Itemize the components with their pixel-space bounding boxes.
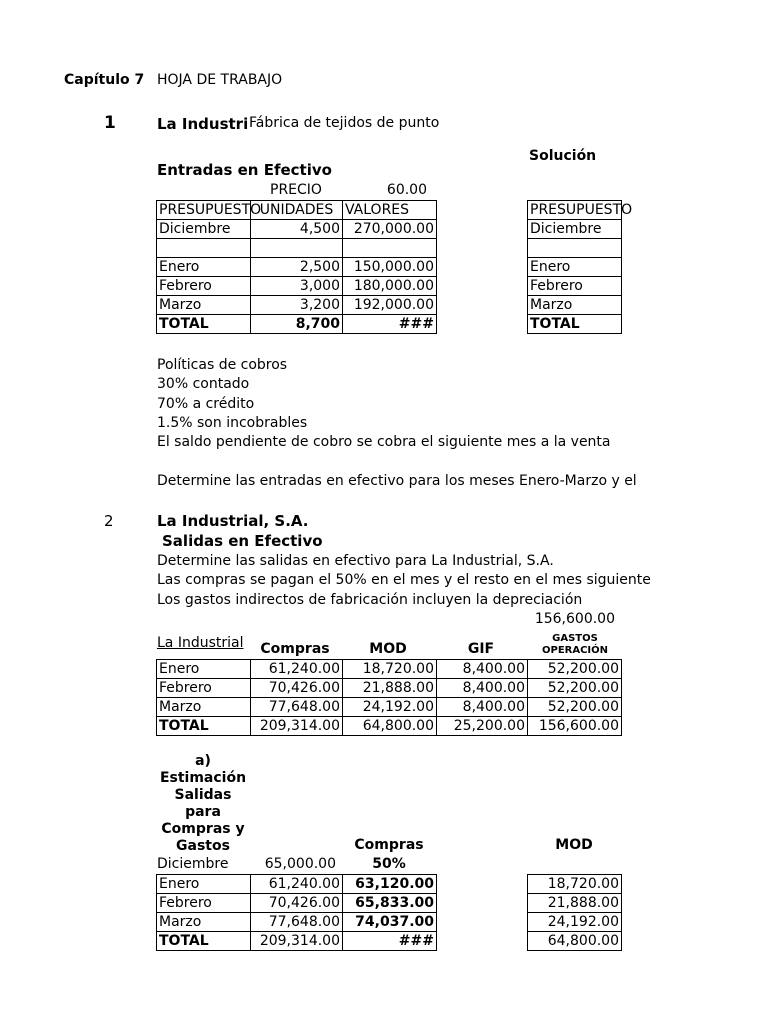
column-header-unidades: UNIDADES (251, 201, 343, 220)
exercise-1-instruction: Determine las entradas en efectivo para los meses Enero-Marzo y el (157, 473, 637, 489)
price-label: PRECIO (270, 182, 322, 198)
column-header-gastos: GASTOS (552, 633, 598, 644)
compras-cell: 77,648.00 (251, 698, 343, 717)
units-cell: 3,200 (251, 296, 343, 315)
mod-cell: 24,192.00 (528, 913, 622, 932)
total-label: TOTAL (157, 932, 251, 951)
units-cell: 3,000 (251, 277, 343, 296)
total-values: ### (343, 315, 437, 334)
worksheet-title: HOJA DE TRABAJO (157, 72, 283, 88)
row-label: Febrero (157, 679, 251, 698)
december-label: Diciembre (157, 856, 229, 872)
units-cell (251, 239, 343, 258)
cash-outflows-title: Salidas en Efectivo (162, 532, 323, 550)
collection-policies-title: Políticas de cobros (157, 357, 288, 373)
table-row (528, 894, 622, 913)
exercise-2-line: Los gastos indirectos de fabricación incluyen la depreciación (157, 592, 583, 608)
solution-cell (528, 239, 622, 258)
units-cell: 2,500 (251, 258, 343, 277)
column-header-mod: MOD (369, 641, 407, 657)
mod-cell: 24,192.00 (343, 698, 437, 717)
exercise-2-company: La Industrial, S.A. (157, 512, 309, 530)
solution-cell: Enero (528, 258, 622, 277)
table-row (157, 258, 437, 277)
policy-line: 1.5% son incobrables (157, 415, 308, 431)
gastos-cell: 52,200.00 (528, 660, 622, 679)
row-label: Marzo (157, 698, 251, 717)
price-value: 60.00 (386, 182, 427, 198)
table-header-row (157, 201, 437, 220)
exercise-number-2: 2 (104, 512, 114, 530)
estimate-heading-line: Gastos (176, 838, 230, 854)
total-label: TOTAL (157, 717, 251, 736)
row-label: Enero (157, 875, 251, 894)
depreciation-value: 156,600.00 (534, 611, 615, 627)
total-row (528, 932, 622, 951)
estimate-heading-line: Estimación (159, 770, 247, 786)
compras-cell: 70,426.00 (251, 679, 343, 698)
gif-cell: 8,400.00 (437, 698, 528, 717)
compras-cell: 61,240.00 (251, 660, 343, 679)
policy-line: El saldo pendiente de cobro se cobra el siguiente mes a la venta (157, 434, 611, 450)
total-units: 8,700 (251, 315, 343, 334)
estimate-heading-line: a) (195, 753, 211, 769)
december-value: 65,000.00 (264, 856, 336, 872)
solution-cell: Diciembre (528, 220, 622, 239)
table-row (528, 875, 622, 894)
solution-cell: PRESUPUESTO (528, 201, 622, 220)
exercise-number-1: 1 (104, 113, 116, 133)
table-row (157, 913, 437, 932)
table-row (157, 698, 622, 717)
table-row (528, 220, 622, 239)
chapter-label: Capítulo 7 (64, 72, 145, 88)
total-mod: 64,800.00 (343, 717, 437, 736)
table-row (157, 296, 437, 315)
table-row (157, 239, 437, 258)
exercise-2-line: Las compras se pagan el 50% en el mes y el resto en el mes siguiente (157, 572, 651, 588)
values-cell: 192,000.00 (343, 296, 437, 315)
total-gastos: 156,600.00 (528, 717, 622, 736)
mod-cell: 21,888.00 (343, 679, 437, 698)
table-row (528, 913, 622, 932)
percent-cell: 74,037.00 (343, 913, 437, 932)
table-row (528, 201, 622, 220)
estimate-mod-header: MOD (555, 837, 593, 853)
compras-cell: 61,240.00 (251, 875, 343, 894)
column-header-compras: Compras (260, 641, 330, 657)
solution-table (527, 200, 633, 334)
compras-cell: 70,426.00 (251, 894, 343, 913)
policy-line: 70% a crédito (157, 396, 255, 412)
gastos-cell: 52,200.00 (528, 679, 622, 698)
values-cell: 180,000.00 (343, 277, 437, 296)
row-label: Diciembre (157, 220, 251, 239)
mod-cell: 18,720.00 (343, 660, 437, 679)
column-header-operacion: OPERACIÓN (541, 645, 609, 656)
percent-cell: 65,833.00 (343, 894, 437, 913)
total-row (157, 932, 437, 951)
policy-line: 30% contado (157, 376, 250, 392)
table-row (157, 660, 622, 679)
table-row (157, 679, 622, 698)
values-cell: 270,000.00 (343, 220, 437, 239)
row-label: Febrero (157, 894, 251, 913)
percent-cell: 63,120.00 (343, 875, 437, 894)
values-cell: 150,000.00 (343, 258, 437, 277)
total-compras: 209,314.00 (251, 717, 343, 736)
table-row (528, 296, 622, 315)
total-row (528, 315, 622, 334)
row-label (157, 239, 251, 258)
gastos-cell: 52,200.00 (528, 698, 622, 717)
cash-inflows-title: Entradas en Efectivo (157, 161, 332, 179)
table-row (157, 220, 437, 239)
row-label: Marzo (157, 296, 251, 315)
gif-cell: 8,400.00 (437, 660, 528, 679)
total-row (157, 315, 437, 334)
solution-label: Solución (529, 148, 597, 164)
table-row (528, 239, 622, 258)
row-label: Febrero (157, 277, 251, 296)
table-row (528, 277, 622, 296)
mod-cell: 21,888.00 (528, 894, 622, 913)
column-header-valores: VALORES (343, 201, 437, 220)
total-gif: 25,200.00 (437, 717, 528, 736)
exercise-2-line: Determine las salidas en efectivo para La Industrial, S.A. (157, 553, 554, 569)
estimate-mod-table (527, 874, 622, 951)
estimate-heading (156, 753, 250, 855)
row-label: Enero (157, 258, 251, 277)
units-cell: 4,500 (251, 220, 343, 239)
total-mod: 64,800.00 (528, 932, 622, 951)
column-header-presupuesto: PRESUPUESTO (157, 201, 251, 220)
solution-cell: TOTAL (528, 315, 622, 334)
expenses-table-title: La Industrial (157, 635, 244, 651)
exercise-1-company-description: Fábrica de tejidos de punto (249, 115, 440, 131)
solution-cell: Febrero (528, 277, 622, 296)
total-compras: 209,314.00 (251, 932, 343, 951)
row-label: Enero (157, 660, 251, 679)
estimate-compras-header: Compras (354, 837, 424, 853)
table-row (157, 894, 437, 913)
table-row (157, 277, 437, 296)
cash-inflows-table (156, 200, 437, 334)
estimate-heading-line: Compras y (161, 821, 245, 837)
estimate-heading-line: para (185, 804, 221, 820)
estimate-heading-line: Salidas (174, 787, 232, 803)
expenses-table (156, 659, 622, 736)
exercise-1-company: La Industri (157, 115, 249, 133)
table-row (157, 875, 437, 894)
gif-cell: 8,400.00 (437, 679, 528, 698)
estimate-table (156, 874, 437, 951)
estimate-compras-percent: 50% (372, 856, 406, 872)
table-row (528, 258, 622, 277)
compras-cell: 77,648.00 (251, 913, 343, 932)
mod-cell: 18,720.00 (528, 875, 622, 894)
total-label: TOTAL (157, 315, 251, 334)
values-cell (343, 239, 437, 258)
total-row (157, 717, 622, 736)
row-label: Marzo (157, 913, 251, 932)
total-percent: ### (343, 932, 437, 951)
solution-cell: Marzo (528, 296, 622, 315)
column-header-gif: GIF (467, 641, 495, 657)
